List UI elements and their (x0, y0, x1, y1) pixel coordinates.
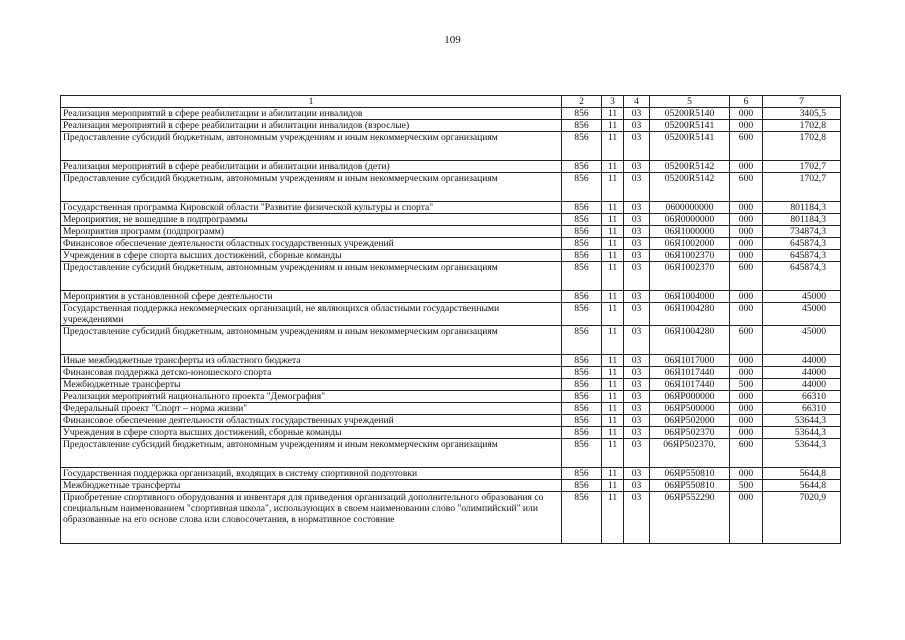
row-value-cell: 734874,3 (763, 226, 841, 238)
table-row (61, 226, 841, 238)
col-header: 2 (562, 96, 602, 108)
row-value-cell: 66310 (763, 391, 841, 403)
row-value-cell: 856 (562, 303, 602, 326)
row-value-cell: 03 (624, 226, 650, 238)
row-value-cell: 06ЯР502000 (650, 415, 730, 427)
row-value-cell: 03 (624, 367, 650, 379)
row-value-cell: 801184,3 (763, 214, 841, 226)
row-value-cell: 856 (562, 403, 602, 415)
row-value-cell: 11 (602, 303, 624, 326)
table-row (61, 492, 841, 544)
table-row (61, 403, 841, 415)
row-value-cell: 11 (602, 120, 624, 132)
row-name-cell: Предоставление субсидий бюджетным, автономным учреждениям и иным некоммерческим организациям (61, 262, 562, 291)
row-value-cell: 03 (624, 303, 650, 326)
row-value-cell: 11 (602, 173, 624, 202)
row-value-cell: 600 (730, 173, 763, 202)
row-value-cell: 03 (624, 173, 650, 202)
row-name-cell: Реализация мероприятий в сфере реабилитации и абилитации инвалидов (дети) (61, 161, 562, 173)
row-value-cell: 600 (730, 326, 763, 355)
row-value-cell: 53644,3 (763, 427, 841, 439)
row-value-cell: 06Я1017440 (650, 379, 730, 391)
row-name-cell: Предоставление субсидий бюджетным, автономным учреждениям и иным некоммерческим организациям (61, 439, 562, 468)
row-value-cell: 06ЯР500000 (650, 403, 730, 415)
col-header: 7 (763, 96, 841, 108)
row-value-cell: 856 (562, 326, 602, 355)
row-value-cell: 06Я1004280 (650, 326, 730, 355)
row-value-cell: 11 (602, 250, 624, 262)
row-value-cell: 000 (730, 250, 763, 262)
row-value-cell: 06Я1017440 (650, 367, 730, 379)
row-name-cell: Мероприятия, не вошедшие в подпрограммы (61, 214, 562, 226)
row-value-cell: 44000 (763, 367, 841, 379)
row-name-cell: Приобретение спортивного оборудования и инвентаря для приведения организаций дополнительного образования со специальным наименованием "спортивная школа", использующих в своем наименовании слово "олимпийский" или образованные на его основе слова или словосочетания, в нормативное состояние (61, 492, 562, 544)
row-value-cell: 03 (624, 492, 650, 544)
row-value-cell: 03 (624, 326, 650, 355)
row-value-cell: 856 (562, 250, 602, 262)
row-value-cell: 11 (602, 262, 624, 291)
row-value-cell: 600 (730, 439, 763, 468)
row-value-cell: 856 (562, 173, 602, 202)
row-value-cell: 645874,3 (763, 238, 841, 250)
row-value-cell: 000 (730, 355, 763, 367)
row-value-cell: 11 (602, 480, 624, 492)
row-value-cell: 000 (730, 202, 763, 214)
row-value-cell: 03 (624, 468, 650, 480)
row-name-cell: Федеральный проект "Спорт – норма жизни" (61, 403, 562, 415)
row-value-cell: 11 (602, 214, 624, 226)
row-value-cell: 06ЯР000000 (650, 391, 730, 403)
row-value-cell: 53644,3 (763, 439, 841, 468)
row-value-cell: 11 (602, 238, 624, 250)
row-name-cell: Финансовое обеспечение деятельности областных государственных учреждений (61, 415, 562, 427)
row-value-cell: 856 (562, 480, 602, 492)
row-value-cell: 03 (624, 262, 650, 291)
table-row (61, 303, 841, 326)
row-value-cell: 06Я1002370 (650, 262, 730, 291)
table-row (61, 108, 841, 120)
row-value-cell: 856 (562, 439, 602, 468)
col-header: 1 (61, 96, 562, 108)
table-row (61, 326, 841, 355)
table-row (61, 468, 841, 480)
row-value-cell: 000 (730, 120, 763, 132)
row-value-cell: 06Я1002000 (650, 238, 730, 250)
row-value-cell: 03 (624, 391, 650, 403)
row-value-cell: 856 (562, 291, 602, 303)
row-value-cell: 11 (602, 108, 624, 120)
row-value-cell: 45000 (763, 291, 841, 303)
row-value-cell: 03 (624, 379, 650, 391)
row-name-cell: Финансовая поддержка детско-юношеского спорта (61, 367, 562, 379)
row-value-cell: 06Я1004280 (650, 303, 730, 326)
row-value-cell: 11 (602, 379, 624, 391)
row-value-cell: 000 (730, 427, 763, 439)
row-value-cell: 11 (602, 326, 624, 355)
table-row (61, 379, 841, 391)
row-value-cell: 600 (730, 262, 763, 291)
row-value-cell: 05200R5140 (650, 108, 730, 120)
row-value-cell: 000 (730, 492, 763, 544)
row-value-cell: 5644,8 (763, 468, 841, 480)
row-name-cell: Финансовое обеспечение деятельности областных государственных учреждений (61, 238, 562, 250)
row-name-cell: Межбюджетные трансферты (61, 379, 562, 391)
table-row (61, 214, 841, 226)
row-value-cell: 645874,3 (763, 262, 841, 291)
row-value-cell: 03 (624, 238, 650, 250)
row-value-cell: 11 (602, 391, 624, 403)
row-value-cell: 000 (730, 468, 763, 480)
row-name-cell: Предоставление субсидий бюджетным, автономным учреждениям и иным некоммерческим организациям (61, 132, 562, 161)
row-value-cell: 000 (730, 367, 763, 379)
row-value-cell: 03 (624, 291, 650, 303)
row-value-cell: 801184,3 (763, 202, 841, 214)
row-value-cell: 11 (602, 161, 624, 173)
row-value-cell: 000 (730, 391, 763, 403)
row-value-cell: 856 (562, 415, 602, 427)
row-value-cell: 03 (624, 108, 650, 120)
row-value-cell: 000 (730, 161, 763, 173)
row-name-cell: Учреждения в сфере спорта высших достижений, сборные команды (61, 427, 562, 439)
row-value-cell: 45000 (763, 326, 841, 355)
row-value-cell: 856 (562, 427, 602, 439)
row-value-cell: 06ЯР502370. (650, 439, 730, 468)
row-name-cell: Реализация мероприятий национального проекта "Демография" (61, 391, 562, 403)
table-row (61, 238, 841, 250)
row-value-cell: 06Я1002370 (650, 250, 730, 262)
row-value-cell: 03 (624, 202, 650, 214)
row-value-cell: 11 (602, 468, 624, 480)
table-row (61, 161, 841, 173)
row-value-cell: 000 (730, 403, 763, 415)
row-value-cell: 03 (624, 250, 650, 262)
row-value-cell: 856 (562, 379, 602, 391)
row-value-cell: 53644,3 (763, 415, 841, 427)
row-name-cell: Иные межбюджетные трансферты из областного бюджета (61, 355, 562, 367)
row-value-cell: 11 (602, 492, 624, 544)
table-row (61, 355, 841, 367)
row-value-cell: 856 (562, 214, 602, 226)
row-value-cell: 000 (730, 214, 763, 226)
row-value-cell: 03 (624, 214, 650, 226)
row-value-cell: 856 (562, 161, 602, 173)
row-name-cell: Мероприятия программ (подпрограмм) (61, 226, 562, 238)
row-value-cell: 06Я1004000 (650, 291, 730, 303)
row-value-cell: 856 (562, 391, 602, 403)
row-value-cell: 06ЯР550810 (650, 480, 730, 492)
table-row (61, 120, 841, 132)
row-value-cell: 856 (562, 202, 602, 214)
row-value-cell: 11 (602, 367, 624, 379)
table-row (61, 202, 841, 214)
row-value-cell: 11 (602, 439, 624, 468)
row-value-cell: 856 (562, 132, 602, 161)
row-value-cell: 03 (624, 403, 650, 415)
table-row (61, 291, 841, 303)
row-value-cell: 856 (562, 108, 602, 120)
budget-table (60, 95, 841, 544)
row-name-cell: Межбюджетные трансферты (61, 480, 562, 492)
col-header: 4 (624, 96, 650, 108)
header-row (61, 96, 841, 108)
row-name-cell: Учреждения в сфере спорта высших достижений, сборные команды (61, 250, 562, 262)
row-value-cell: 05200R5141 (650, 132, 730, 161)
row-value-cell: 856 (562, 492, 602, 544)
row-value-cell: 11 (602, 202, 624, 214)
row-value-cell: 000 (730, 108, 763, 120)
table-row (61, 132, 841, 161)
row-value-cell: 1702,7 (763, 173, 841, 202)
row-value-cell: 66310 (763, 403, 841, 415)
row-value-cell: 1702,8 (763, 132, 841, 161)
table-row (61, 250, 841, 262)
row-value-cell: 11 (602, 355, 624, 367)
row-value-cell: 06Я1000000 (650, 226, 730, 238)
row-value-cell: 11 (602, 427, 624, 439)
row-value-cell: 03 (624, 132, 650, 161)
row-value-cell: 05200R5141 (650, 120, 730, 132)
table-row (61, 367, 841, 379)
row-value-cell: 3405,5 (763, 108, 841, 120)
table-row (61, 173, 841, 202)
row-value-cell: 03 (624, 427, 650, 439)
row-value-cell: 03 (624, 161, 650, 173)
row-value-cell: 06Я1017000 (650, 355, 730, 367)
row-value-cell: 856 (562, 120, 602, 132)
row-value-cell: 500 (730, 480, 763, 492)
row-value-cell: 05200R5142 (650, 173, 730, 202)
row-value-cell: 05200R5142 (650, 161, 730, 173)
row-value-cell: 856 (562, 226, 602, 238)
row-value-cell: 000 (730, 226, 763, 238)
row-name-cell: Государственная программа Кировской области "Развитие физической культуры и спорта" (61, 202, 562, 214)
row-value-cell: 5644,8 (763, 480, 841, 492)
row-value-cell: 645874,3 (763, 250, 841, 262)
col-header: 5 (650, 96, 730, 108)
row-value-cell: 44000 (763, 379, 841, 391)
table-body (61, 96, 841, 544)
row-value-cell: 11 (602, 226, 624, 238)
row-value-cell: 856 (562, 367, 602, 379)
row-value-cell: 600 (730, 132, 763, 161)
row-value-cell: 03 (624, 355, 650, 367)
table-row (61, 480, 841, 492)
row-name-cell: Государственная поддержка организаций, входящих в систему спортивной подготовки (61, 468, 562, 480)
table-row (61, 391, 841, 403)
row-value-cell: 03 (624, 415, 650, 427)
table-row (61, 415, 841, 427)
row-value-cell: 856 (562, 355, 602, 367)
table-row (61, 262, 841, 291)
col-header: 6 (730, 96, 763, 108)
row-value-cell: 856 (562, 468, 602, 480)
row-value-cell: 44000 (763, 355, 841, 367)
row-value-cell: 06ЯР550810 (650, 468, 730, 480)
col-header: 3 (602, 96, 624, 108)
row-value-cell: 11 (602, 291, 624, 303)
row-value-cell: 03 (624, 439, 650, 468)
row-value-cell: 000 (730, 291, 763, 303)
page-number: 109 (444, 34, 461, 46)
row-value-cell: 500 (730, 379, 763, 391)
row-name-cell: Реализация мероприятий в сфере реабилитации и абилитации инвалидов (61, 108, 562, 120)
row-value-cell: 45000 (763, 303, 841, 326)
row-value-cell: 03 (624, 480, 650, 492)
row-name-cell: Государственная поддержка некоммерческих организаций, не являющихся областными государственными учреждениями (61, 303, 562, 326)
table-row (61, 427, 841, 439)
row-value-cell: 000 (730, 238, 763, 250)
row-value-cell: 0600000000 (650, 202, 730, 214)
row-value-cell: 03 (624, 120, 650, 132)
row-name-cell: Предоставление субсидий бюджетным, автономным учреждениям и иным некоммерческим организациям (61, 326, 562, 355)
row-value-cell: 11 (602, 132, 624, 161)
row-value-cell: 856 (562, 262, 602, 291)
row-value-cell: 11 (602, 403, 624, 415)
row-value-cell: 1702,8 (763, 120, 841, 132)
row-value-cell: 06Я0000000 (650, 214, 730, 226)
row-value-cell: 11 (602, 415, 624, 427)
row-name-cell: Мероприятия в установленной сфере деятельности (61, 291, 562, 303)
row-value-cell: 000 (730, 303, 763, 326)
table-row (61, 439, 841, 468)
row-value-cell: 1702,7 (763, 161, 841, 173)
row-name-cell: Реализация мероприятий в сфере реабилитации и абилитации инвалидов (взрослые) (61, 120, 562, 132)
row-name-cell: Предоставление субсидий бюджетным, автономным учреждениям и иным некоммерческим организациям (61, 173, 562, 202)
row-value-cell: 000 (730, 415, 763, 427)
row-value-cell: 7020,9 (763, 492, 841, 544)
row-value-cell: 06ЯР552290 (650, 492, 730, 544)
row-value-cell: 06ЯР502370 (650, 427, 730, 439)
row-value-cell: 856 (562, 238, 602, 250)
